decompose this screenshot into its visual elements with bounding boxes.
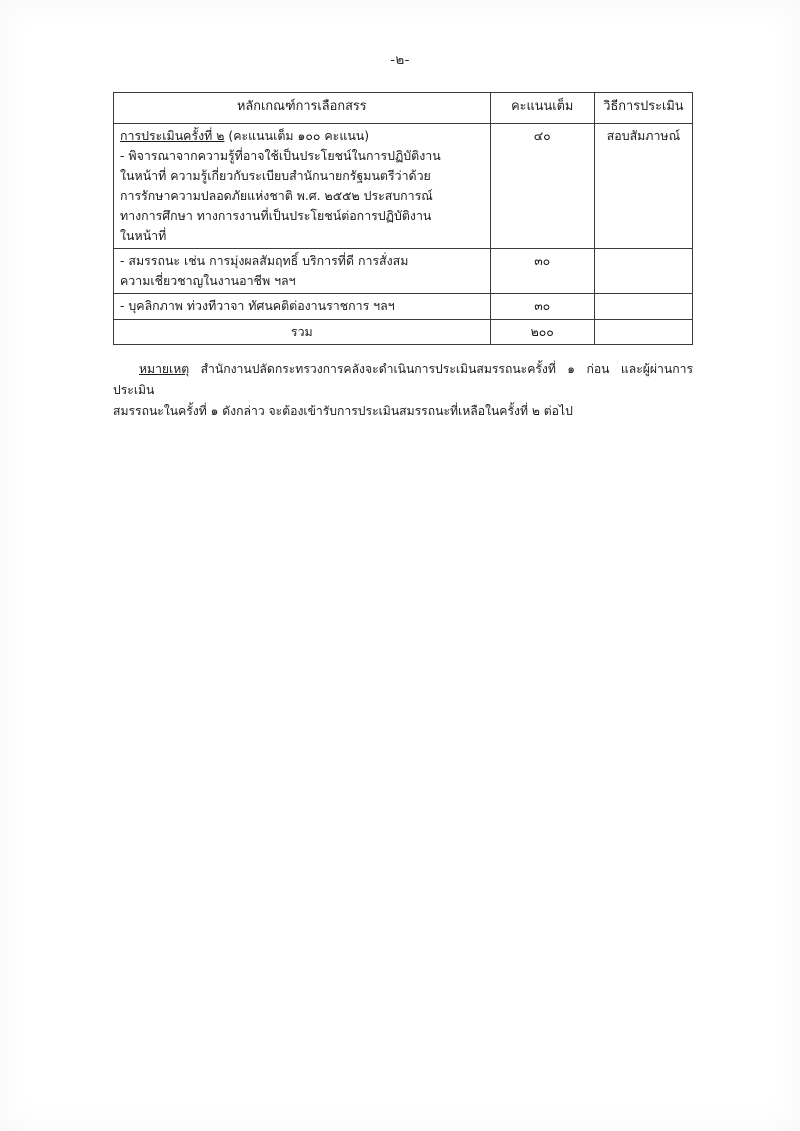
section-heading-text: การประเมินครั้งที่ ๒ bbox=[120, 127, 225, 143]
criteria-line: ในหน้าที่ bbox=[120, 228, 167, 244]
criteria-line: - บุคลิกภาพ ท่วงทีวาจา ทัศนคติต่องานราชการ ฯลฯ bbox=[120, 298, 395, 314]
method-cell: สอบสัมภาษณ์ bbox=[594, 123, 692, 249]
score-cell: ๔๐ bbox=[490, 123, 594, 249]
criteria-cell-personality bbox=[114, 294, 491, 319]
total-score: ๒๐๐ bbox=[490, 319, 594, 344]
document-body bbox=[113, 92, 693, 424]
criteria-line: - สมรรถนะ เช่น การมุ่งผลสัมฤทธิ์ บริการที่ดี การสั่งสม bbox=[120, 253, 409, 269]
column-header-criteria: หลักเกณฑ์การเลือกสรร bbox=[114, 93, 491, 124]
section-heading-line bbox=[120, 126, 484, 146]
column-header-full-score: คะแนนเต็ม bbox=[490, 93, 594, 124]
criteria-line: ในหน้าที่ ความรู้เกี่ยวกับระเบียบสำนักนายกรัฐมนตรีว่าด้วย bbox=[120, 167, 431, 183]
score-cell: ๓๐ bbox=[490, 249, 594, 294]
criteria-table bbox=[113, 92, 693, 345]
total-method bbox=[594, 319, 692, 344]
criteria-line: ทางการศึกษา ทางการงานที่เป็นประโยชน์ต่อการปฏิบัติงาน bbox=[120, 208, 432, 224]
note-block bbox=[113, 359, 693, 423]
table-row bbox=[114, 123, 693, 249]
page-number: -๒- bbox=[390, 52, 410, 68]
criteria-line: ความเชี่ยวชาญในงานอาชีพ ฯลฯ bbox=[120, 273, 296, 289]
criteria-cell-competency bbox=[114, 249, 491, 294]
score-cell: ๓๐ bbox=[490, 294, 594, 319]
note-label: หมายเหตุ bbox=[139, 361, 190, 376]
total-label: รวม bbox=[114, 319, 491, 344]
method-cell bbox=[594, 249, 692, 294]
note-line-2: สมรรถนะในครั้งที่ ๑ ดังกล่าว จะต้องเข้ารับการประเมินสมรรถนะที่เหลือในครั้งที่ ๒ ต่อไป bbox=[113, 404, 573, 419]
section-heading-suffix: (คะแนนเต็ม ๑๐๐ คะแนน) bbox=[224, 127, 370, 143]
criteria-line: การรักษาความปลอดภัยแห่งชาติ พ.ศ. ๒๕๕๒ ประสบการณ์ bbox=[120, 188, 433, 203]
criteria-line: - พิจารณาจากความรู้ที่อาจใช้เป็นประโยชน์ในการปฏิบัติงาน bbox=[120, 147, 441, 163]
method-cell bbox=[594, 294, 692, 319]
criteria-cell-round2 bbox=[114, 123, 491, 249]
table-header-row bbox=[114, 93, 693, 124]
note-line-1: สำนักงานปลัดกระทรวงการคลังจะดำเนินการประเมินสมรรถนะครั้งที่ ๑ ก่อน และผู้ผ่านการประเมิน bbox=[113, 361, 693, 397]
table-total-row bbox=[114, 319, 693, 344]
bottom-spacer bbox=[113, 423, 693, 424]
table-row bbox=[114, 294, 693, 319]
table-row bbox=[114, 249, 693, 294]
column-header-method: วิธีการประเมิน bbox=[594, 93, 692, 124]
